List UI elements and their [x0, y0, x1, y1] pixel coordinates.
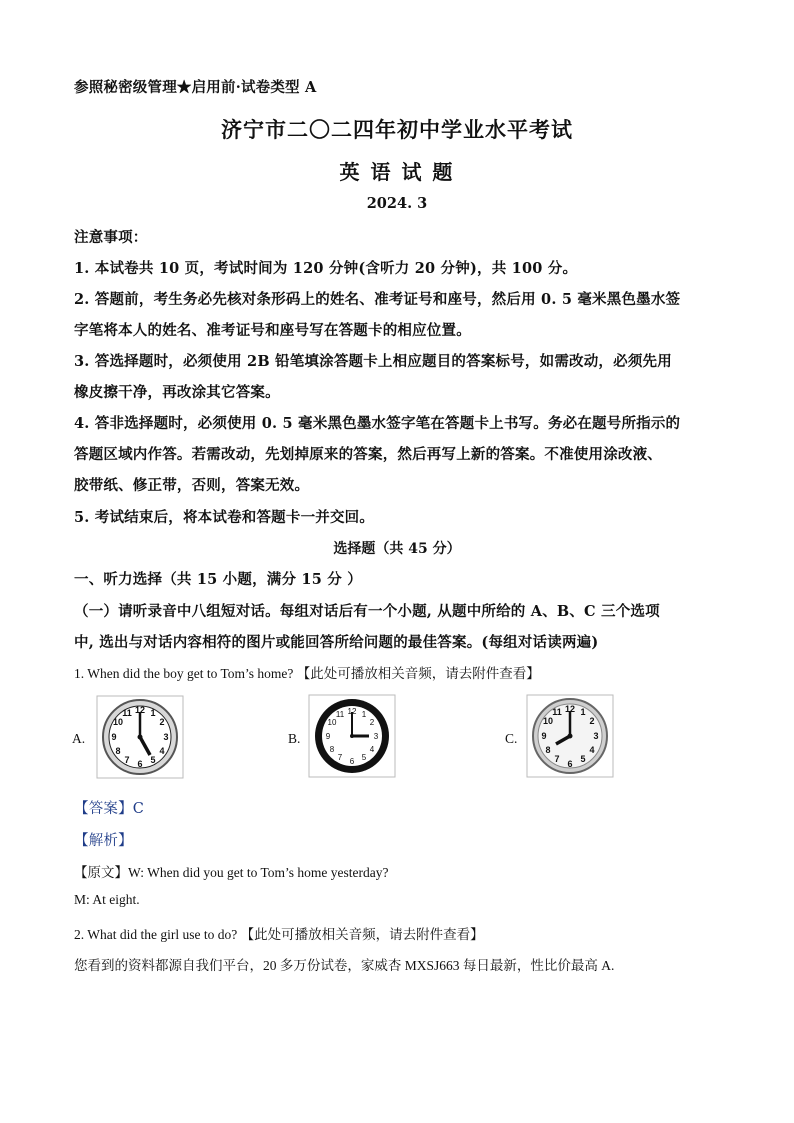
notice-line: 1. 本试卷共 10 页，考试时间为 120 分钟(含听力 20 分钟)，共 100 分。: [74, 260, 578, 277]
svg-text:10: 10: [327, 718, 337, 727]
svg-text:8: 8: [545, 745, 551, 755]
notice-line: 胶带纸、修正带，否则，答案无效。: [74, 477, 310, 494]
notice-line: 橡皮擦干净，再改涂其它答案。: [74, 384, 280, 401]
svg-text:12: 12: [347, 707, 357, 716]
svg-text:11: 11: [552, 707, 562, 717]
svg-text:11: 11: [122, 708, 132, 718]
notice-line: 3. 答选择题时，必须使用 2B 铅笔填涂答题卡上相应题目的答案标号，如需改动，必须先用: [74, 353, 672, 370]
svg-text:11: 11: [335, 710, 345, 719]
svg-text:9: 9: [325, 732, 331, 741]
exam-title: 济宁市二〇二四年初中学业水平考试: [221, 117, 573, 142]
svg-text:3: 3: [373, 732, 379, 741]
svg-text:4: 4: [369, 745, 375, 754]
svg-text:8: 8: [115, 746, 121, 756]
promo-footer: 您看到的资料都源自我们平台，20 多万份试卷，家威杏 MXSJ663 每日最新，性比价最高 A.: [74, 958, 615, 973]
notice-line: 2. 答题前，考生务必先核对条形码上的姓名、准考证号和座号，然后用 0. 5 毫米黑色墨水签: [74, 291, 681, 308]
transcript-line: M: At eight.: [74, 892, 140, 907]
svg-text:6: 6: [137, 759, 143, 769]
svg-text:10: 10: [542, 716, 554, 726]
subject-title: 英 语 试 题: [339, 160, 455, 184]
svg-text:9: 9: [111, 732, 117, 742]
instructions-line: （一）请听录音中八组短对话。每组对话后有一个小题, 从题中所给的 A、B、C 三个选项: [74, 603, 660, 620]
option-label-c: C.: [505, 731, 518, 746]
svg-text:4: 4: [589, 745, 595, 755]
svg-text:3: 3: [593, 731, 599, 741]
notice-heading: 注意事项：: [74, 229, 148, 246]
svg-text:7: 7: [124, 755, 130, 765]
analysis-label: 【解析】: [74, 833, 133, 849]
svg-text:2: 2: [369, 718, 375, 727]
svg-text:2: 2: [159, 717, 165, 727]
svg-text:9: 9: [541, 731, 547, 741]
svg-text:4: 4: [159, 746, 165, 756]
transcript-line: 【原文】W: When did you get to Tom’s home yesterday?: [74, 865, 389, 880]
section-title: 选择题（共 45 分）: [333, 541, 461, 557]
svg-text:1: 1: [150, 708, 156, 718]
clock-five-icon: [96, 695, 184, 779]
answer-label: 【答案】C: [74, 801, 145, 817]
option-label-b: B.: [288, 731, 301, 746]
svg-text:5: 5: [580, 754, 586, 764]
svg-text:12: 12: [564, 704, 576, 714]
svg-text:7: 7: [337, 753, 343, 762]
svg-text:1: 1: [361, 710, 367, 719]
notice-line: 字笔将本人的姓名、准考证号和座号写在答题卡的相应位置。: [74, 322, 471, 339]
instructions-line: 中, 选出与对话内容相符的图片或能回答所给问题的最佳答案。(每组对话读两遍): [74, 634, 599, 651]
part-heading: 一、听力选择（共 15 小题，满分 15 分 ）: [74, 571, 362, 588]
svg-text:7: 7: [554, 754, 560, 764]
svg-text:6: 6: [349, 757, 355, 766]
classification-line: 参照秘密级管理★启用前·试卷类型 A: [74, 79, 317, 96]
question-prompt: 1. When did the boy get to Tom’s home? 【此处可播放相关音频，请去附件查看】: [74, 666, 540, 681]
svg-text:3: 3: [163, 732, 169, 742]
svg-text:5: 5: [150, 755, 156, 765]
option-label-a: A.: [72, 731, 86, 746]
svg-text:10: 10: [112, 717, 124, 727]
exam-date: 2024. 3: [366, 195, 428, 212]
notice-line: 答题区域内作答。若需改动，先划掉原来的答案，然后再写上新的答案。不准使用涂改液、: [74, 446, 662, 463]
svg-text:2: 2: [589, 716, 595, 726]
question-prompt: 2. What did the girl use to do? 【此处可播放相关音频，请去附件查看】: [74, 927, 484, 942]
svg-text:6: 6: [567, 759, 573, 769]
clock-eight-icon: [526, 694, 614, 778]
notice-line: 5. 考试结束后，将本试卷和答题卡一并交回。: [74, 509, 375, 526]
svg-text:5: 5: [361, 753, 367, 762]
clock-three-icon: [308, 694, 396, 778]
svg-text:1: 1: [580, 707, 586, 717]
svg-text:8: 8: [329, 745, 335, 754]
svg-text:12: 12: [134, 705, 146, 715]
notice-line: 4. 答非选择题时，必须使用 0. 5 毫米黑色墨水签字笔在答题卡上书写。务必在题号所指示的: [74, 415, 681, 432]
